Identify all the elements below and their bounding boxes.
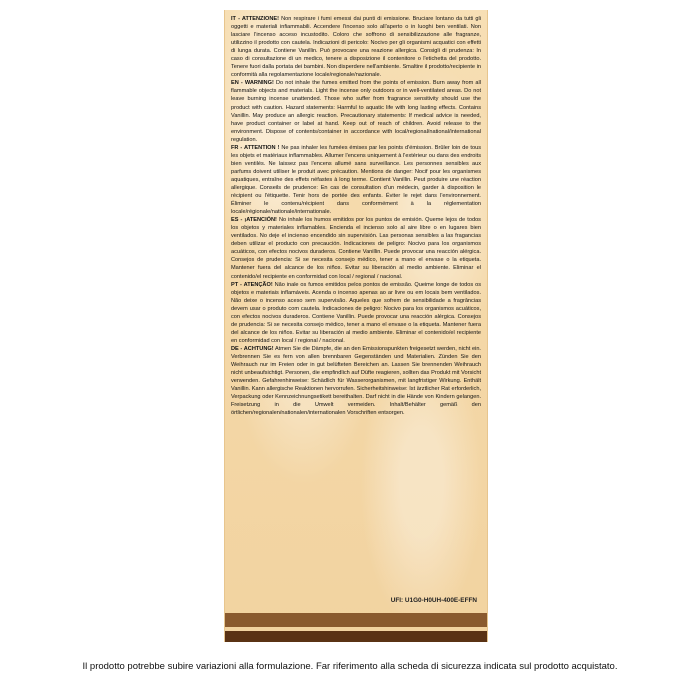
warning-heading-de: DE - ACHTUNG! [231, 345, 274, 352]
warning-fr [231, 144, 481, 216]
warning-heading-pt: PT - ATENÇÃO! [231, 281, 273, 288]
warning-es [231, 216, 481, 280]
warning-de [231, 345, 481, 417]
warning-body-it: Non respirare i fumi emessi dai punti di emissione. Bruciare lontano da tutti gli oggetti e materiali infiammabili. Accendere l'incenso solo all'aperto o in luoghi ben ventilati. Non lasciare l'incenso acceso incustodito. Coloro che soffrono di sensibilizzazione alle fragranze, utilizzino il prodotto con cautela. Indicazioni di pericolo: Nocivo per gli organismi acquatici con effetti di lunga durata. Contiene Vanillin. Può provocare una reazione allergica. Consigli di prudenza: In caso di consultazione di un medico, tenere a disposizione il contenitore o l'etichetta del prodotto. Tenere fuori dalla portata dei bambini. Non disperdere nell'ambiente. Smaltire il prodotto/recipiente in conformità alla regolamentazione locale/regionale/nazionale. [231, 16, 481, 79]
warning-body-de: Atmen Sie die Dämpfe, die an den Emissionspunkten freigesetzt werden, nicht ein. Verbrennen Sie es fern von allen brennbaren Gegenständen und Materialien. Zünden Sie den Weihrauch nur im Freien oder in gut belüfteten Bereichen an. Lassen Sie brennenden Weihrauch nicht unbeaufsichtigt. Personen, die empfindlich auf Düfte reagieren, sollten das Produkt mit Vorsicht verwenden. Gefahrenhinweise: Schädlich für Wasserorganismen, mit langfristiger Wirkung. Enthält Vanillin. Kann allergische Reaktionen hervorrufen. Sicherheitshinweise: Ist ärztlicher Rat erforderlich, Verpackung oder Kennzeichnungsetikett bereithalten. Darf nicht in die Hände von Kindern gelangen. Freisetzung in die Umwelt vermeiden. Inhalt/Behälter gemäß den örtlichen/regionalen/nationalen/internationalen Vorschriften entsorgen. [231, 345, 481, 417]
ufi-code: UFI: U1G0-H0UH-400E-EFFN [390, 597, 477, 604]
warning-body-es: No inhale los humos emitidos por los puntos de emisión. Queme lejos de todos los objetos y materiales inflamables. Encienda el incienso solo al aire libre o en lugares bien ventilados. No deje el incienso encendido sin supervisión. Las personas sensibles a las fragancias deben utilizar el producto con precaución. Indicaciones de peligro: Nocivo para los organismos acuáticos, con efectos nocivos duraderos. Contiene Vanillin. Puede provocar una reacción alérgica. Consejos de prudencia: Si se necesita consejo médico, tener a mano el envase o la etiqueta. Mantener fuera del alcance de los niños. Evitar su liberación al medio ambiente. Eliminar el contenido/el recipiente en conformidad con local / regional / nacional. [231, 217, 481, 280]
warning-en [231, 79, 481, 143]
warning-body-pt: Não inale os fumos emitidos pelos pontos de emissão. Queime longe de todos os objetos e materiais inflamáveis. Acenda o incenso apenas ao ar livre ou em locais bem ventilados. Não deixe o incenso aceso sem supervisão. Aqueles que sofrem de sensibilidade a fragrâncias devem usar o produto com cautela. Indicaciones de peligro: Nocivo para los organismos acuáticos, con efectos nocivos duraderos. Contiene Vanillin. Puede provocar una reacción alérgica. Consejos de prudencia: Si se necesita consejo médico, tener a mano el envase o la etiqueta. Mantener fuera del alcance de los niños. Evitar su liberación al medio ambiente. Eliminar el contenido/el recipiente en conformidad con local / regional / nacional. [231, 281, 481, 344]
warning-pt [231, 281, 481, 345]
warning-text-block [231, 15, 481, 417]
warning-body-fr: Ne pas inhaler les fumées émises par les points d'émission. Brûler loin de tous les objets et matériaux inflammables. Allumer l'encens uniquement à l'extérieur ou dans des endroits bien ventilés. Ne laissez pas l'encens allumé sans surveillance. Les personnes sensibles aux parfums doivent utiliser le produit avec précaution. Mentions de danger: Nocif pour les organismes aquatiques, entraîne des effets néfastes à long terme. Contient Vanillin. Peut produire une réaction allergique. Conseils de prudence: En cas de consultation d'un médecin, garder à disposition le récipient ou l'étiquette. Tenir hors de portée des enfants. Éviter le rejet dans l'environnement. Éliminer le contenu/récipient dans conformément à la réglementation locale/régionale/nationale/internationale. [231, 144, 481, 216]
warning-heading-es: ES - ¡ATENCIÓN! [231, 217, 277, 224]
warning-heading-it: IT - ATTENZIONE! [231, 16, 280, 22]
warning-heading-fr: FR - ATTENTION ! [231, 144, 280, 151]
product-label [224, 10, 488, 642]
warning-body-en: Do not inhale the fumes emitted from the points of emission. Burn away from all flammable objects and materials. Light the incense only outdoors or in well-ventilated areas. Do not leave burning incense unattended. Those who suffer from fragrance sensitivity should use the product with caution. Hazard statements: Harmful to aquatic life with long lasting effects. Contains Vanillin. May produce an allergic reaction. Precautionary statements: If medical advice is needed, have product container or label at hand. Keep out of reach of children. Avoid release to the environment. Dispose of contents/container in accordance with local/regional/national/international regulation. [231, 80, 482, 143]
decorative-band-dark [225, 631, 487, 642]
formulation-disclaimer: Il prodotto potrebbe subire variazioni alla formulazione. Far riferimento alla scheda di sicurezza indicata sul prodotto acquistato. [82, 661, 618, 672]
warning-it [231, 15, 481, 79]
warning-heading-en: EN - WARNING! [231, 80, 274, 87]
decorative-band-light [225, 613, 487, 627]
